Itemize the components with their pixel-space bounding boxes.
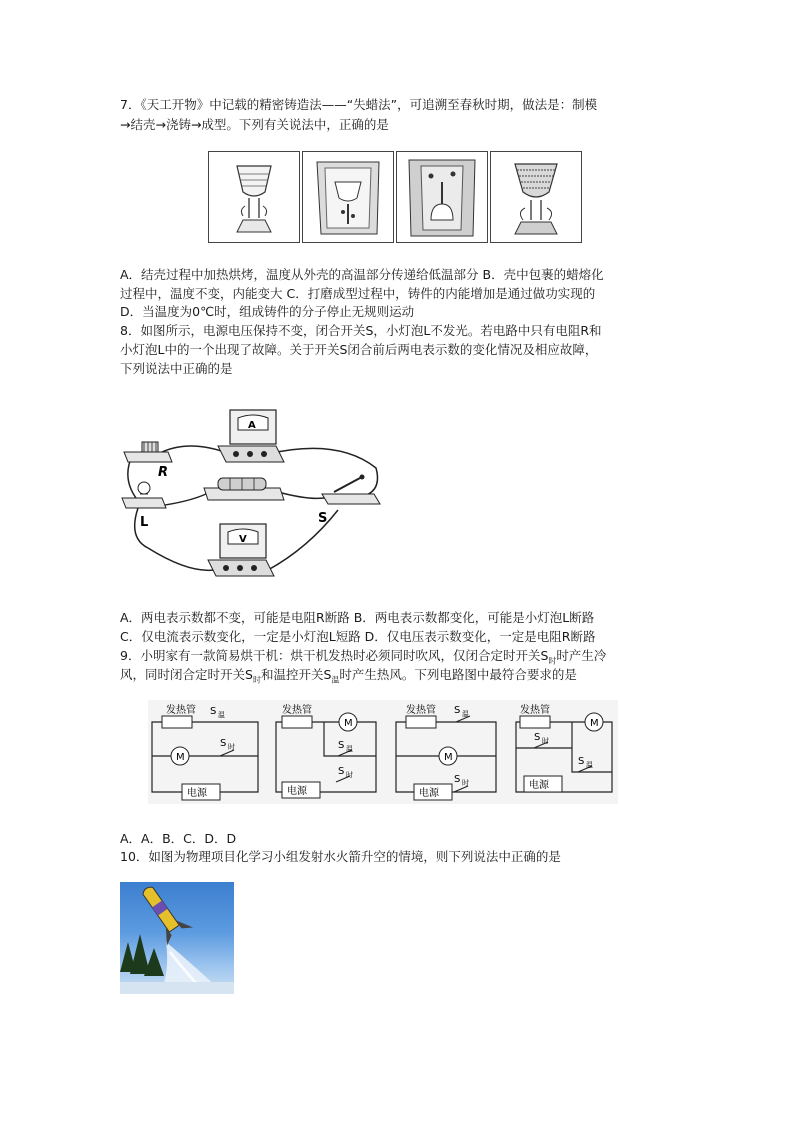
lost-wax-shell-image	[302, 151, 394, 243]
q9-options: A．A．B．C．D．D	[120, 831, 237, 846]
q10-stem-line1: 10．如图为物理项目化学习小组发射水火箭升空的情境，则下列说法中正确的是	[120, 849, 561, 864]
heater-label: 发热管	[406, 705, 436, 716]
q9-stem-line1-end: 时产生冷	[556, 648, 607, 663]
q8-options-line1: A．两电表示数都不变，可能是电阻R断路 B．两电表示数都变化，可能是小灯泡L断路	[120, 610, 595, 625]
switch-time-label: S	[220, 738, 227, 749]
switch-label: S	[318, 511, 328, 526]
q7-stem-line2: →结壳→浇铸→成型。下列有关说法中，正确的是	[120, 117, 389, 132]
motor-icon: M	[344, 718, 353, 729]
q9-subscript: 时	[252, 675, 261, 685]
power-source-label: 电源	[187, 788, 207, 799]
q7-options-line1: A．结壳过程中加热烘烤，温度从外壳的高温部分传递给低温部分 B．壳中包裹的蜡熔化	[120, 267, 604, 282]
q9-stem-line1-text: 9．小明家有一款简易烘干机：烘干机发热时必须同时吹风，仅闭合定时开关S	[120, 648, 549, 663]
q9-subscript: 温	[331, 675, 340, 685]
q8-stem-line2: 小灯泡L中的一个出现了故障。关于开关S闭合前后两电表示数的变化情况及相应故障，	[120, 342, 598, 357]
q8-stem-line3: 下列说法中正确的是	[120, 361, 233, 376]
q9-stem-line2	[120, 666, 577, 690]
circuit-c	[396, 703, 496, 800]
q9-stem-line2-end: 时产生热风。下列电路图中最符合要求的是	[339, 667, 577, 682]
heater-label: 发热管	[282, 705, 312, 716]
switch-temp-sub: 温	[462, 710, 469, 718]
switch-temp-label: S	[578, 756, 585, 767]
switch-time-label: S	[454, 774, 461, 785]
switch-temp-label: S	[210, 706, 217, 717]
switch-time-label: S	[534, 732, 541, 743]
switch-temp-sub: 温	[346, 745, 353, 753]
switch-time-label: S	[338, 766, 345, 777]
switch-time-sub: 时	[346, 771, 353, 779]
lost-wax-model-image	[208, 151, 300, 243]
switch-time-sub: 时	[462, 779, 469, 787]
q8-options-line2: C．仅电流表示数变化，一定是小灯泡L短路 D．仅电压表示数变化，一定是电阻R断路	[120, 629, 596, 644]
switch-temp-label: S	[454, 705, 461, 716]
circuit-d	[516, 703, 612, 792]
switch-time-sub: 时	[542, 737, 549, 745]
motor-icon: M	[444, 752, 453, 763]
q7-figure-lost-wax-steps	[208, 151, 582, 243]
q10-water-rocket-photo	[120, 882, 234, 994]
circuit-a	[152, 703, 258, 800]
motor-icon: M	[176, 752, 185, 763]
switch-temp-sub: 温	[586, 761, 593, 769]
switch-temp-label: S	[338, 740, 345, 751]
q9-stem-line2-a: 风，同时闭合定时开关S	[120, 667, 253, 682]
lost-wax-finished-image	[490, 151, 582, 243]
heater-label: 发热管	[166, 705, 196, 716]
q7-stem-line1: 7．《天工开物》中记载的精密铸造法——“失蜡法”，可追溯至春秋时期，做法是：制模	[120, 97, 598, 112]
q7-options-line3: D．当温度为0℃时，组成铸件的分子停止无规则运动	[120, 304, 415, 319]
lost-wax-pouring-image	[396, 151, 488, 243]
q9-stem-line2-b: 和温控开关S	[260, 667, 332, 682]
q9-circuit-options-figure	[148, 700, 618, 804]
voltmeter-label: V	[239, 534, 247, 545]
circuit-b	[276, 703, 376, 798]
lamp-label: L	[140, 515, 149, 530]
q8-stem-line1: 8．如图所示，电源电压保持不变，闭合开关S，小灯泡L不发光。若电路中只有电阻R和	[120, 323, 602, 338]
motor-icon: M	[590, 718, 599, 729]
switch-temp-sub: 温	[218, 711, 225, 719]
power-source-label: 电源	[287, 786, 307, 797]
ammeter-label: A	[248, 420, 256, 431]
q7-options-line2: 过程中，温度不变，内能变大 C．打磨成型过程中，铸件的内能增加是通过做功实现的	[120, 286, 596, 301]
q8-circuit-figure	[118, 398, 386, 588]
q9-subscript: 时	[548, 656, 557, 666]
power-source-label: 电源	[529, 780, 549, 791]
switch-time-sub: 时	[228, 743, 235, 751]
heater-label: 发热管	[520, 705, 550, 716]
power-source-label: 电源	[419, 788, 439, 799]
resistor-label: R	[158, 465, 169, 480]
